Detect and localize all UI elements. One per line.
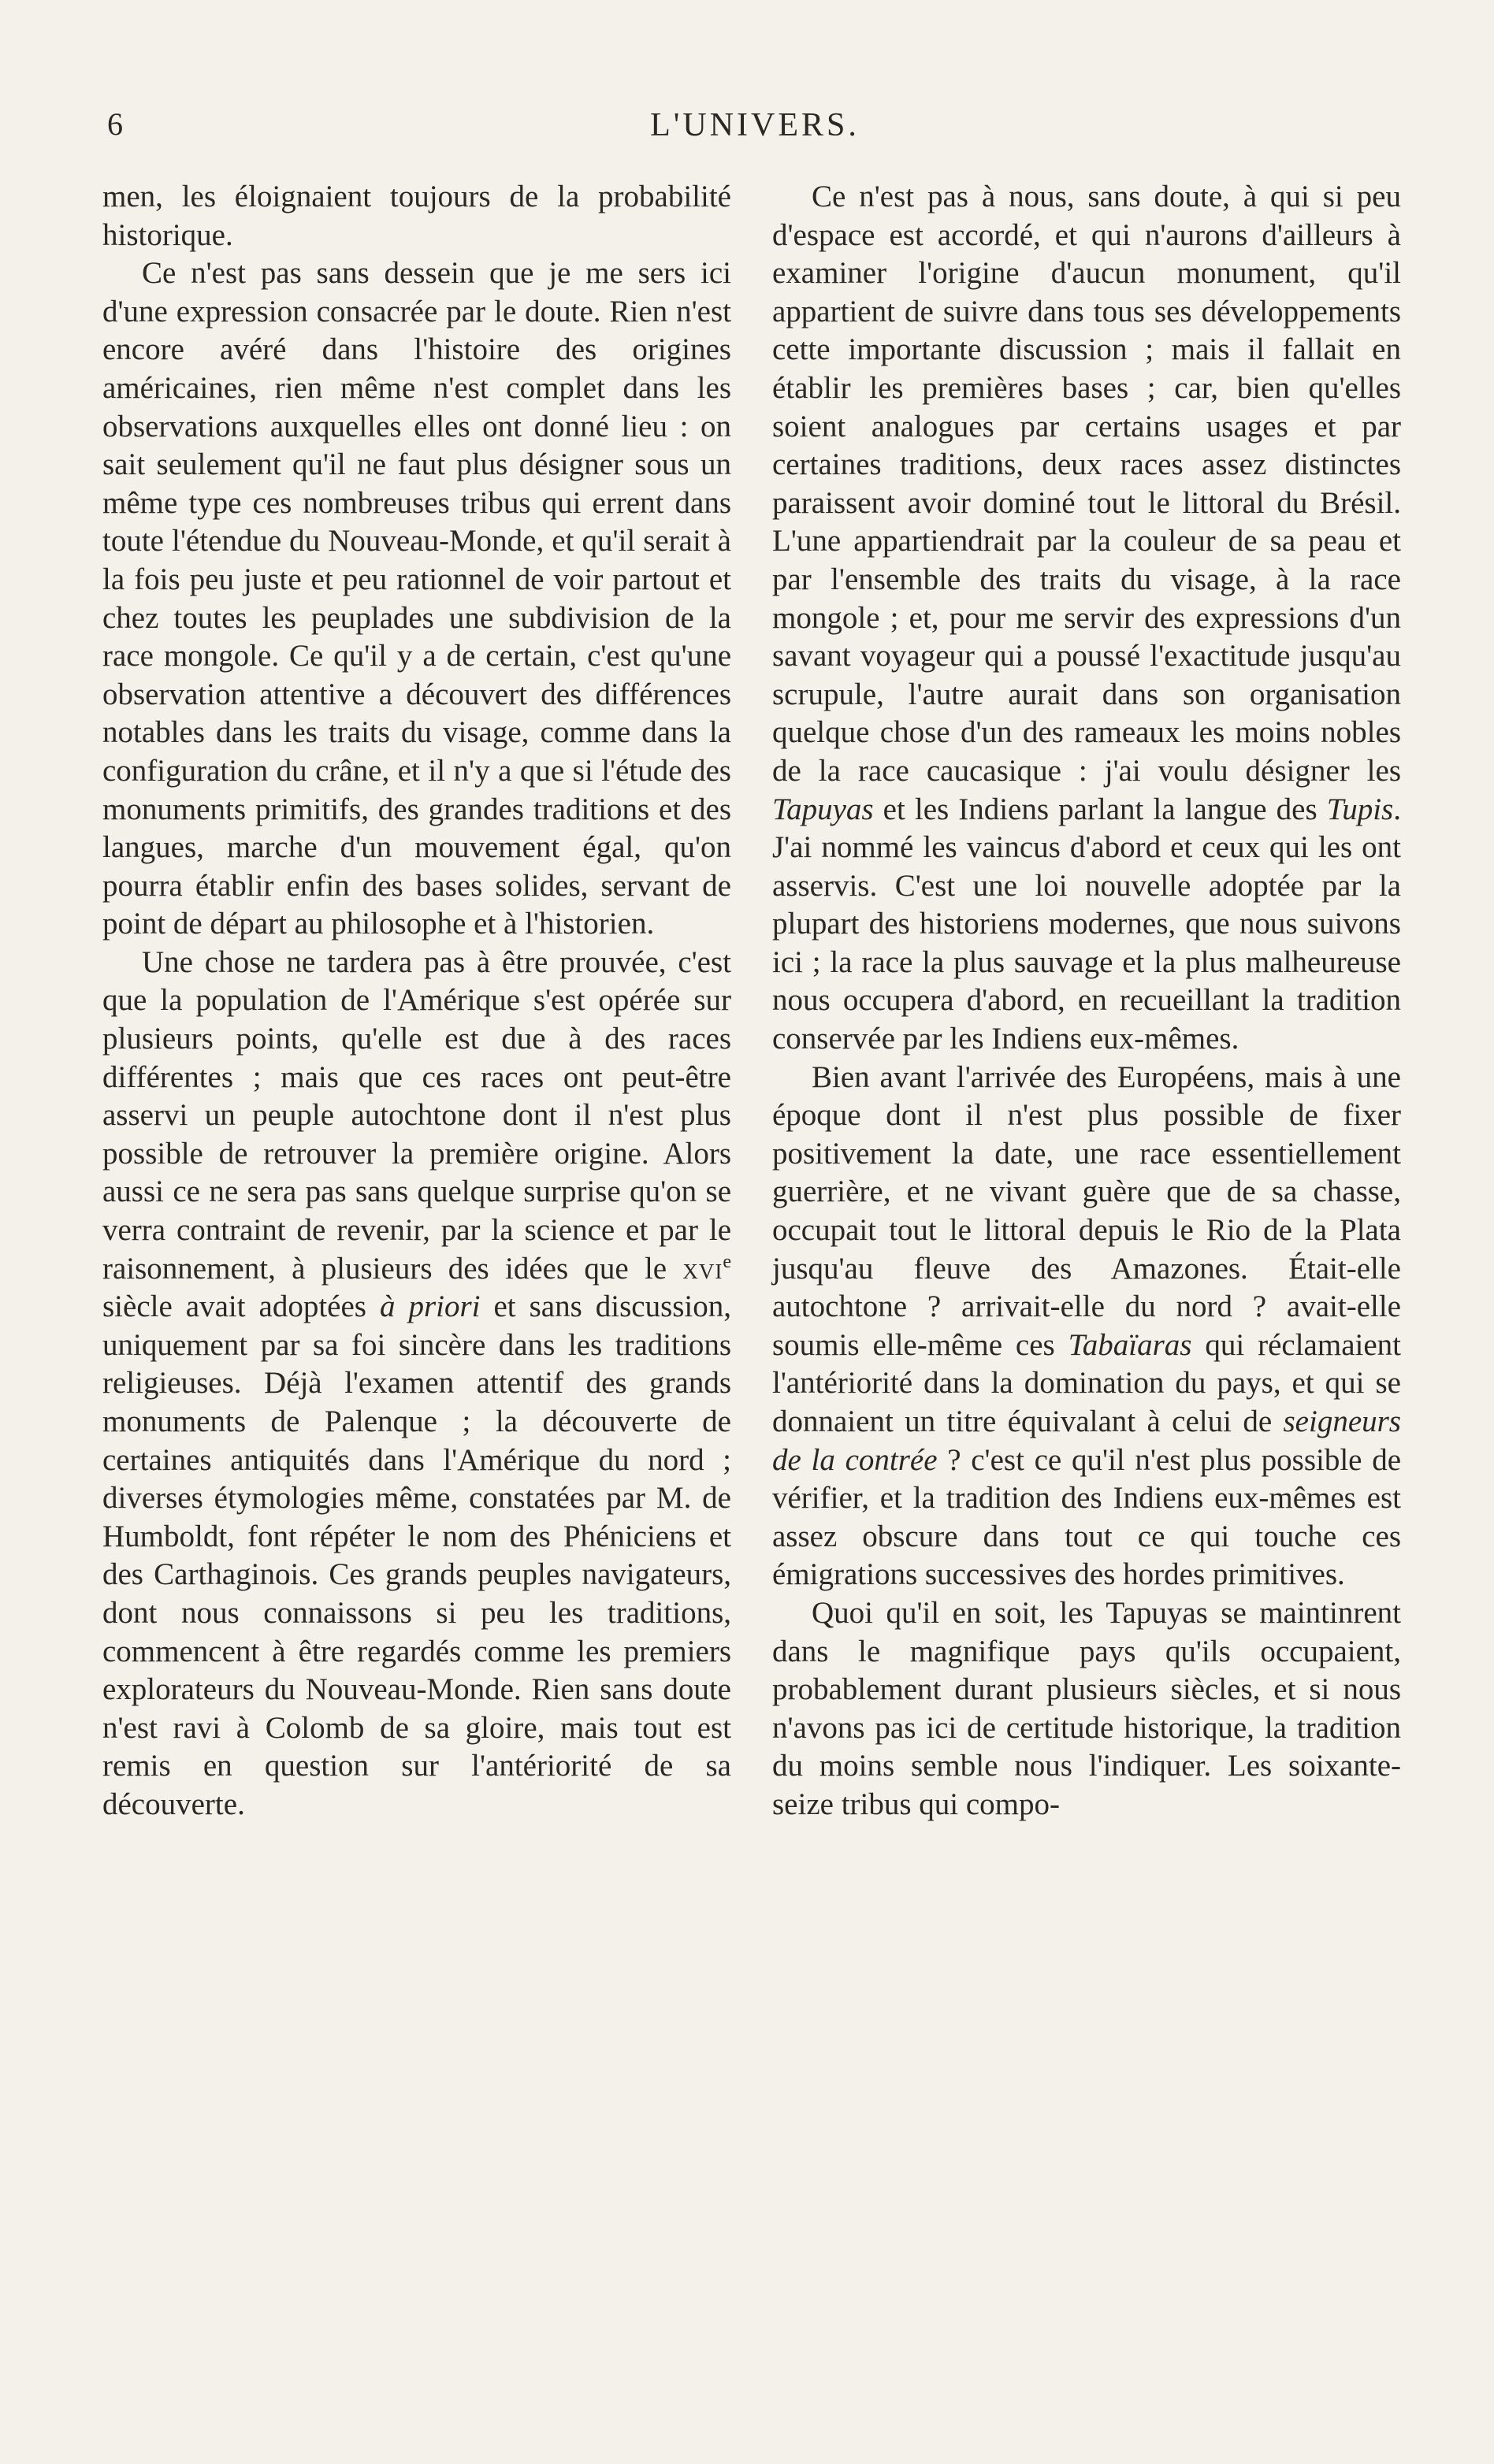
running-head-title: L'UNIVERS. (650, 107, 860, 143)
paragraph: Ce n'est pas sans dessein que je me sers ici d'une expression consacrée par le doute. Rien n'est encore avéré dans l'histoire des origines américaines, rien même n'est complet dans les observations auxquelles elles ont donné lieu : on sait seulement qu'il ne faut plus désigner sous un même type ces nombreuses tribus qui errent dans toute l'étendue du Nouveau-Monde, et qu'il serait à la fois peu juste et peu rationnel de voir partout et chez toutes les peuplades une subdivision de la race mongole. Ce qu'il y a de certain, c'est qu'une observation attentive a découvert des différences notables dans les traits du visage, comme dans la configuration du crâne, et il n'y a que si l'étude des monuments primitifs, des grandes traditions et des langues, marche d'un mouvement égal, qu'on pourra établir enfin des bases solides, servant de point de départ au philosophe et à l'historien. (102, 256, 731, 941)
right-text-column (772, 178, 1401, 1824)
text-run: . J'ai nommé les vaincus d'abord et ceux qui les ont asservis. C'est une loi nouvelle adoptée par la plupart des historiens modernes, que nous suivons ici ; la race la plus sauvage et la plus malheureuse nous occupera d'abord, en recueillant la tradition conservée par les Indiens eux-mêmes. (772, 792, 1401, 1056)
text-run: et les Indiens parlant la langue des (873, 792, 1327, 826)
century-numeral: xvi (682, 1251, 723, 1286)
paragraph (772, 178, 1401, 1059)
italic-term: Tapuyas (772, 792, 874, 826)
text-run: siècle avait adoptées (102, 1290, 380, 1324)
paragraph (102, 944, 731, 1824)
text-run: et sans discussion, uniquement par sa foi sincère dans les traditions religieuses. Déjà l'examen attentif des grands monuments de Palenque ; la découverte de certaines antiquités dans l'Amérique du nord ; diverses étymologies même, constatées par M. de Humboldt, font répéter le nom des Phéniciens et des Carthaginois. Ces grands peuples navigateurs, dont nous connaissons si peu les traditions, commencent à être regardés comme les premiers explorateurs du Nouveau-Monde. Rien sans doute n'est ravi à Colomb de sa gloire, mais tout est remis en question sur l'antériorité de sa découverte. (102, 1290, 732, 1821)
paragraph: Quoi qu'il en soit, les Tapuyas se maintinrent dans le magnifique pays qu'ils occupaient, probablement durant plusieurs siècles, et si nous n'avons pas ici de certitude historique, la tradition du moins semble nous l'indiquer. Les soixante-seize tribus qui compo- (772, 1595, 1401, 1821)
left-text-column (102, 178, 731, 1824)
italic-phrase: à priori (379, 1290, 481, 1324)
paragraph: men, les éloignaient toujours de la probabilité historique. (102, 180, 731, 252)
page-number: 6 (107, 106, 124, 142)
italic-term: Tupis (1326, 792, 1394, 826)
italic-term: Tabaïaras (1068, 1327, 1192, 1362)
text-run: Bien avant l'arrivée des Européens, mais à une époque dont il n'est plus possible de fixer positivement la date, une race essentiellement guerrière, et ne vivant guère que de sa chasse, occupait tout le littoral depuis le Rio de la Plata jusqu'au fleuve des Amazones. Était-elle autochtone ? arrivait-elle du nord ? avait-elle soumis elle-même ces (772, 1059, 1401, 1362)
text-run: ? c'est ce qu'il n'est plus possible de vérifier, et la tradition des Indiens eux-mêmes est assez obscure dans tout ce qui touche ces émigrations successives des hordes primitives. (772, 1442, 1401, 1592)
text-run: qui réclamaient l'antériorité dans la domination du pays, et qui se donnaient un titre équivalant à celui de (772, 1327, 1401, 1438)
italic-phrase: seigneurs de la contrée (772, 1405, 1401, 1477)
paragraph (772, 1059, 1401, 1594)
text-run: Ce n'est pas à nous, sans doute, à qui si peu d'espace est accordé, et qui n'aurons d'ailleurs à examiner l'origine d'aucun monument, qu'il appartient de suivre dans tous ses développements cette importante discussion ; mais il fallait en établir les premières bases ; car, bien qu'elles soient analogues par certains usages et par certaines traditions, deux races assez distinctes paraissent avoir dominé tout le littoral du Brésil. L'une appartiendrait par la couleur de sa peau et par l'ensemble des traits du visage, à la race mongole ; et, pour me servir des expressions d'un savant voyageur qui a poussé l'exactitude jusqu'au scrupule, l'autre aurait dans son organisation quelque chose d'un des rameaux les moins nobles de la race caucasique : j'ai voulu désigner les (772, 180, 1401, 788)
superscript: e (723, 1251, 731, 1272)
text-run: Une chose ne tardera pas à être prouvée, c'est que la population de l'Amérique s'est opérée sur plusieurs points, qu'elle est due à des races différentes ; mais que ces races ont peut-être asservi un peuple autochtone dont il n'est plus possible de retrouver la première origine. Alors aussi ce ne sera pas sans quelque surprise qu'on se verra contraint de revenir, par la science et par le raisonnement, à plusieurs des idées que le (102, 944, 731, 1286)
